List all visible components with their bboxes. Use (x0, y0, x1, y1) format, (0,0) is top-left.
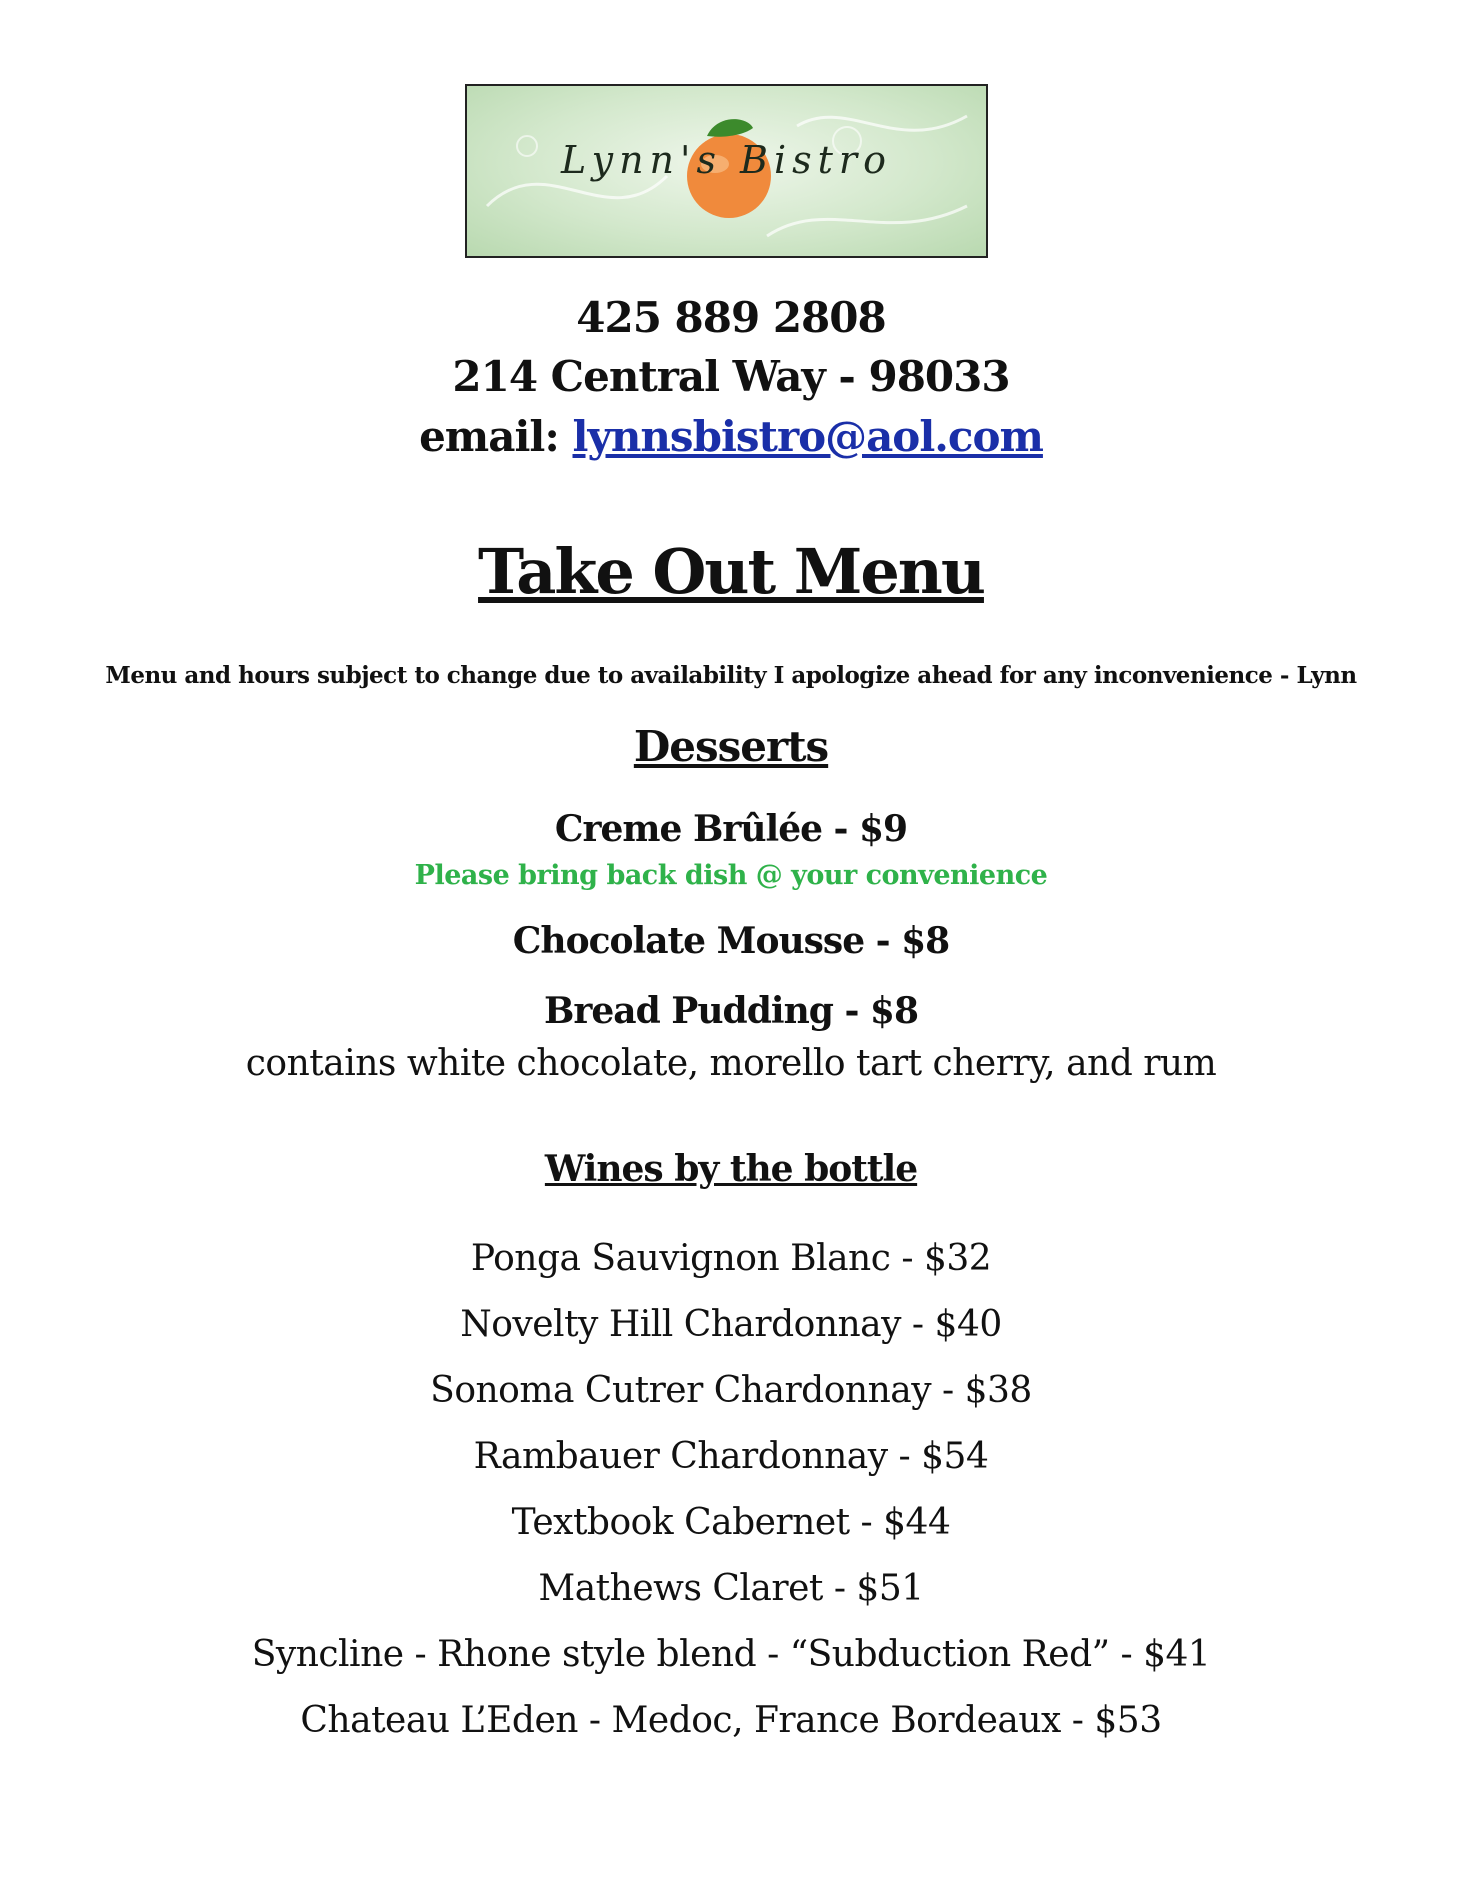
page-title: Take Out Menu (478, 535, 984, 608)
dessert-item-chocolate-mousse: Chocolate Mousse - $8 (512, 920, 950, 962)
email-link[interactable]: lynnsbistro@aol.com (572, 412, 1043, 461)
wines-heading: Wines by the bottle (544, 1148, 918, 1190)
logo-text: Lynn's Bistro (561, 138, 892, 182)
email-line (0, 412, 1462, 461)
wine-item: Mathews Claret - $51 (538, 1568, 924, 1609)
wine-item: Chateau L’Eden - Medoc, France Bordeaux - $53 (300, 1700, 1162, 1741)
wine-item: Novelty Hill Chardonnay - $40 (460, 1304, 1002, 1345)
dessert-note: Please bring back dish @ your convenience (414, 860, 1048, 891)
wine-item: Rambauer Chardonnay - $54 (473, 1436, 989, 1477)
address: 214 Central Way - 98033 (452, 352, 1010, 401)
wine-item: Ponga Sauvignon Blanc - $32 (470, 1238, 992, 1279)
phone-number: 425 889 2808 (576, 293, 886, 342)
email-label: email: (419, 412, 573, 461)
wine-item: Textbook Cabernet - $44 (511, 1502, 951, 1543)
wine-item: Sonoma Cutrer Chardonnay - $38 (430, 1370, 1032, 1411)
notice-text: Menu and hours subject to change due to availability I apologize ahead for any inconvenience - Lynn (105, 662, 1357, 689)
desserts-heading: Desserts (633, 722, 829, 771)
dessert-description: contains white chocolate, morello tart cherry, and rum (245, 1043, 1217, 1084)
bistro-logo (465, 84, 988, 258)
dessert-item-creme-brulee: Creme Brûlée - $9 (554, 808, 908, 850)
wine-item: Syncline - Rhone style blend - “Subduction Red” - $41 (251, 1634, 1211, 1675)
dessert-item-bread-pudding: Bread Pudding - $8 (543, 990, 919, 1032)
leaf-icon (707, 119, 753, 137)
